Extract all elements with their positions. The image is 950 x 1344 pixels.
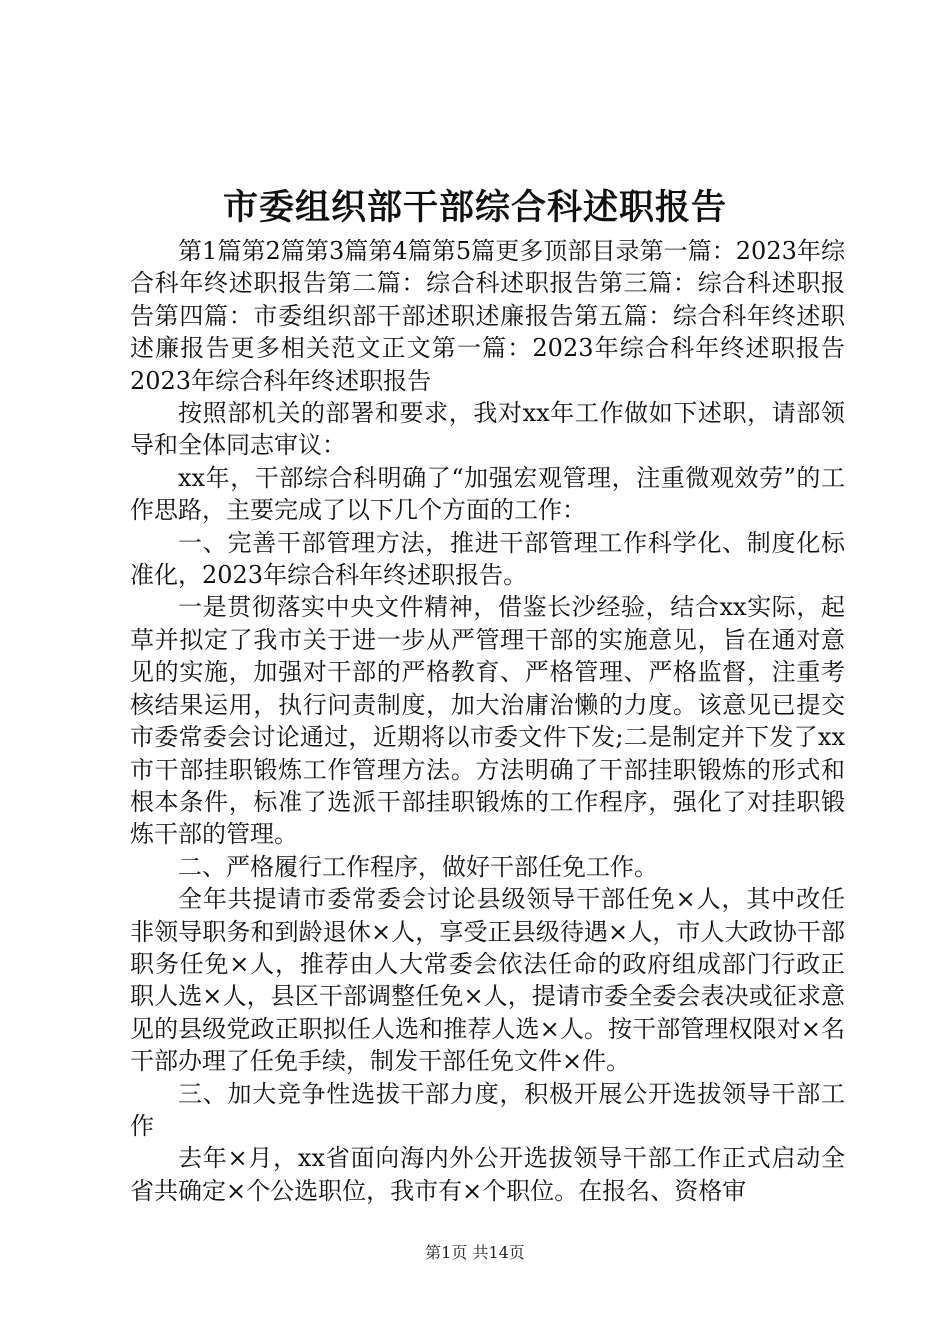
body-paragraph: 一是贯彻落实中央文件精神，借鉴长沙经验，结合xx实际，起草并拟定了我市关于进一步从严管理干部的实施意见，旨在通对意见的实施，加强对干部的严格教育、严格管理、严格监督，注重考核结果运用，执行问责制度，加大治庸治懒的力度。该意见已提交市委常委会讨论通过，近期将以市委文件下发;二是制定并下发了xx市干部挂职锻炼工作管理方法。方法明确了干部挂职锻炼的形式和根本条件，标准了选派干部挂职锻炼的工作程序，强化了对挂职锻炼干部的管理。 xyxy=(130,593,845,849)
table-of-contents-paragraph: 第1篇第2篇第3篇第4篇第5篇更多顶部目录第一篇：2023年综合科年终述职报告第二篇：综合科述职报告第三篇：综合科述职报告第四篇：市委组织部干部述职述廉报告第五篇：综合科年终述职述廉报告更多相关范文正文第一篇：2023年综合科年终述职报告2023年综合科年终述职报告 xyxy=(130,237,845,395)
section-heading: 一、完善干部管理方法，推进干部管理工作科学化、制度化标准化，2023年综合科年终述职报告。 xyxy=(130,528,845,590)
body-paragraph: 按照部机关的部署和要求，我对xx年工作做如下述职，请部领导和全体同志审议： xyxy=(130,399,845,460)
section-heading: 三、加大竞争性选拔干部力度，积极开展公开选拔领导干部工作 xyxy=(130,1079,845,1140)
section-heading: 二、严格履行工作程序，做好干部任免工作。 xyxy=(178,852,658,881)
body-paragraph: 全年共提请市委常委会讨论县级领导干部任免×人，其中改任非领导职务和到龄退休×人，享受正县级待遇×人，市人大政协干部职务任免×人，推荐由人大常委会依法任命的政府组成部门行政正职人选×人，县区干部调整任免×人，提请市委全委会表决或征求意见的县级党政正职拟任人选和推荐人选×人。按干部管理权限对×名干部办理了任免手续，制发干部任免文件×件。 xyxy=(130,885,845,1076)
document-title: 市委组织部干部综合科述职报告 xyxy=(222,187,727,228)
page-number-footer: 第1页 共14页 xyxy=(425,1243,525,1262)
document-body xyxy=(130,235,845,1207)
body-paragraph: 去年×月，xx省面向海内外公开选拔领导干部工作正式启动全省共确定×个公选职位，我市有×个职位。在报名、资格审 xyxy=(130,1144,845,1205)
body-paragraph: xx年，干部综合科明确了“加强宏观管理，注重微观效劳”的工作思路，主要完成了以下几个方面的工作： xyxy=(130,463,845,525)
